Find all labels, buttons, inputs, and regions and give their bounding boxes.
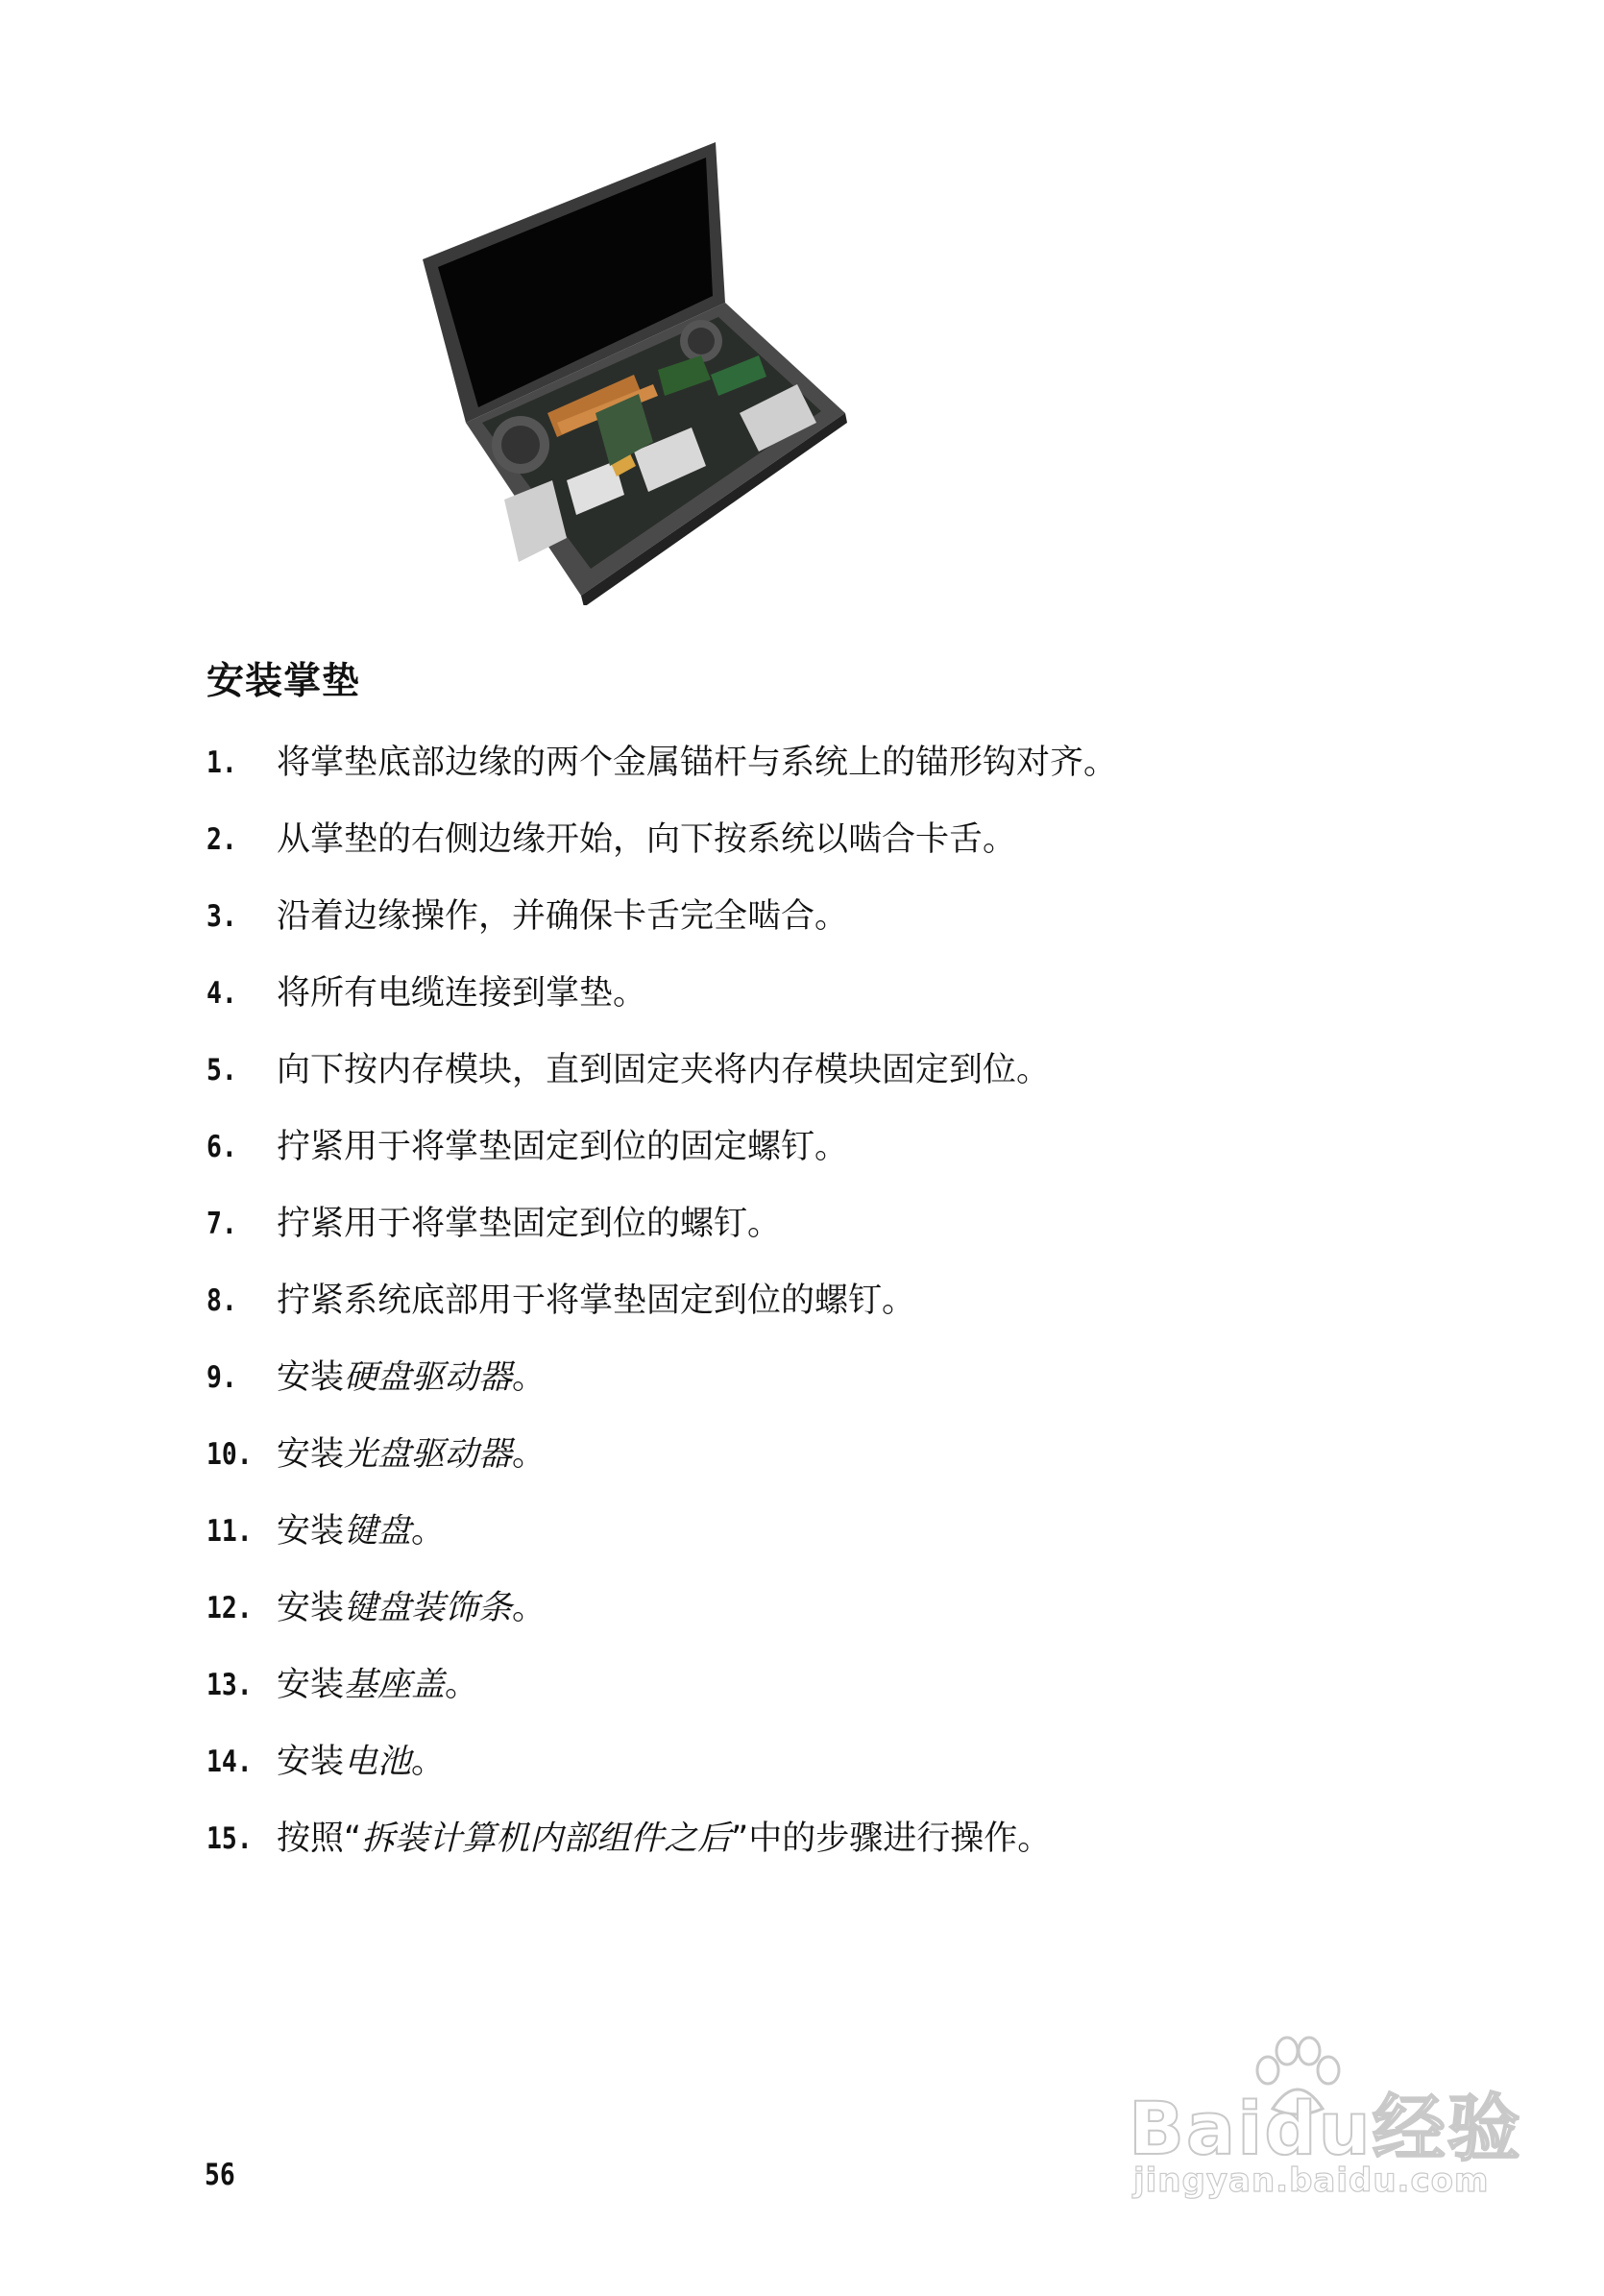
step-text-plain: 安装 xyxy=(277,1512,345,1551)
step-text-reference: 拆装计算机内部组件之后 xyxy=(361,1820,732,1858)
step-text xyxy=(277,1280,915,1322)
step-text-reference: 键盘装饰条 xyxy=(344,1589,513,1627)
step-text-reference: 电池 xyxy=(344,1743,412,1781)
step-item xyxy=(207,1510,1117,1587)
step-item xyxy=(207,1433,1117,1510)
step-item xyxy=(207,1126,1117,1203)
step-text-suffix: 。 xyxy=(512,1358,547,1397)
section-heading: 安装掌垫 xyxy=(207,660,361,703)
step-text-plain: 按照“ xyxy=(277,1820,362,1858)
step-text-reference: 硬盘驱动器 xyxy=(344,1358,513,1397)
step-item xyxy=(207,1356,1117,1433)
step-text-plain: 安装 xyxy=(277,1743,345,1781)
step-text xyxy=(277,818,1016,861)
step-text-plain: 拧紧系统底部用于将掌垫固定到位的螺钉。 xyxy=(277,1282,916,1320)
step-number: 1. xyxy=(207,745,237,780)
step-item xyxy=(207,1203,1117,1280)
step-text-plain: 安装 xyxy=(277,1435,345,1474)
step-text xyxy=(277,1818,1051,1860)
step-text-plain: 安装 xyxy=(277,1358,345,1397)
step-item xyxy=(207,1049,1117,1126)
step-number: 9. xyxy=(207,1360,237,1395)
step-text-plain: 沿着边缘操作，并确保卡舌完全啮合。 xyxy=(277,897,849,936)
step-text xyxy=(277,1510,445,1552)
step-text-plain: 将掌垫底部边缘的两个金属锚杆与系统上的锚形钩对齐。 xyxy=(277,744,1118,782)
step-item xyxy=(207,1664,1117,1741)
step-text xyxy=(277,742,1117,784)
step-text-plain: 安装 xyxy=(277,1666,345,1704)
steps-list xyxy=(207,742,1117,1894)
step-text-plain: 安装 xyxy=(277,1589,345,1627)
step-text xyxy=(277,1433,546,1476)
step-number: 6. xyxy=(207,1130,237,1164)
step-text-plain: 拧紧用于将掌垫固定到位的固定螺钉。 xyxy=(277,1128,849,1166)
step-text xyxy=(277,1203,781,1245)
step-text xyxy=(277,895,848,938)
step-text xyxy=(277,972,646,1014)
step-text-suffix: 。 xyxy=(445,1666,479,1704)
step-number: 14. xyxy=(207,1745,253,1779)
baidu-watermark xyxy=(1129,2032,1522,2200)
step-text xyxy=(277,1126,848,1168)
step-item xyxy=(207,972,1117,1049)
step-text xyxy=(277,1741,445,1783)
step-item xyxy=(207,742,1117,818)
step-text-suffix: 。 xyxy=(512,1589,547,1627)
step-text xyxy=(277,1587,546,1629)
page-number: 56 xyxy=(205,2158,235,2192)
step-text-reference: 键盘 xyxy=(344,1512,412,1551)
step-text-plain: 从掌垫的右侧边缘开始，向下按系统以啮合卡舌。 xyxy=(277,820,1017,859)
step-number: 11. xyxy=(207,1514,253,1549)
step-item xyxy=(207,1818,1117,1894)
step-text-reference: 基座盖 xyxy=(344,1666,446,1704)
step-number: 13. xyxy=(207,1668,253,1702)
step-text-suffix: ”中的步骤进行操作。 xyxy=(731,1820,1052,1858)
step-number: 8. xyxy=(207,1283,237,1318)
step-number: 12. xyxy=(207,1591,253,1625)
step-text-plain: 向下按内存模块，直到固定夹将内存模块固定到位。 xyxy=(277,1051,1051,1089)
laptop-photo xyxy=(413,134,855,605)
step-text-plain: 将所有电缆连接到掌垫。 xyxy=(277,974,647,1013)
step-number: 2. xyxy=(207,822,237,857)
step-item xyxy=(207,1280,1117,1356)
step-item xyxy=(207,1741,1117,1818)
step-text xyxy=(277,1049,1050,1091)
watermark-brand: Baidu经验 xyxy=(1129,2086,1522,2171)
step-text-suffix: 。 xyxy=(411,1512,446,1551)
step-number: 10. xyxy=(207,1437,253,1472)
step-number: 15. xyxy=(207,1821,253,1856)
step-text-suffix: 。 xyxy=(512,1435,547,1474)
step-text-reference: 光盘驱动器 xyxy=(344,1435,513,1474)
step-text xyxy=(277,1356,546,1399)
step-number: 3. xyxy=(207,899,237,934)
step-item xyxy=(207,818,1117,895)
step-number: 4. xyxy=(207,976,237,1011)
step-text-plain: 拧紧用于将掌垫固定到位的螺钉。 xyxy=(277,1205,782,1243)
step-number: 5. xyxy=(207,1053,237,1087)
watermark-url: jingyan.baidu.com xyxy=(1133,2162,1490,2200)
step-text-suffix: 。 xyxy=(411,1743,446,1781)
step-item xyxy=(207,1587,1117,1664)
step-item xyxy=(207,895,1117,972)
step-number: 7. xyxy=(207,1207,237,1241)
step-text xyxy=(277,1664,478,1706)
